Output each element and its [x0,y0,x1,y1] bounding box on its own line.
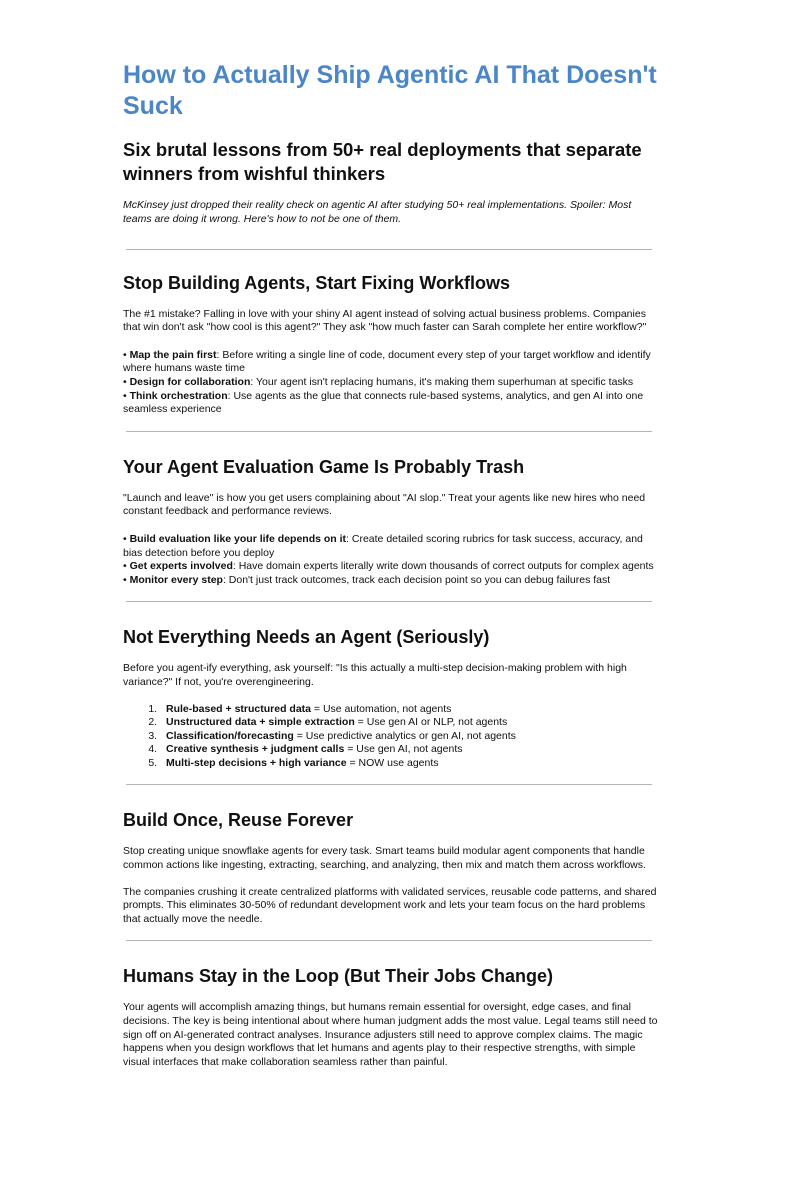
article-content [123,60,659,1069]
section-paragraph: "Launch and leave" is how you get users complaining about "AI slop." Treat your agents like new hires who need constant feedback and performance reviews. [123,491,646,518]
section-divider [126,601,652,602]
list-item: • Monitor every step: Don't just track outcomes, track each decision point so you can debug failures fast [123,573,611,586]
section-divider [126,431,652,432]
section-heading: Not Everything Needs an Agent (Seriously) [123,627,490,648]
section-paragraph: Stop creating unique snowflake agents for every task. Smart teams build modular agent components that handle common actions like ingesting, extracting, searching, and analyzing, then mix and match them across workflows. [123,845,646,872]
numbered-list [123,703,659,771]
section-paragraph: The companies crushing it create centralized platforms with validated services, reusable code patterns, and shared prompts. This eliminates 30-50% of redundant development work and lets your team focus on the hard problems that actually move the needle. [123,885,657,925]
article-subtitle: Six brutal lessons from 50+ real deployments that separate winners from wishful thinkers [123,139,642,184]
list-item: 1. Rule-based + structured data = Use automation, not agents [160,703,659,717]
section-workflows [123,272,659,417]
list-item: 3. Classification/forecasting = Use predictive analytics or gen AI, not agents [160,730,659,744]
section-paragraph: The #1 mistake? Falling in love with your shiny AI agent instead of solving actual business problems. Companies that win don't ask "how cool is this agent?" They ask "how much faster can Sarah complete her entire workflow?" [123,307,647,334]
list-item: 5. Multi-step decisions + high variance = NOW use agents [160,757,659,771]
section-reuse [123,809,659,926]
section-divider [126,940,652,941]
list-item: 2. Unstructured data + simple extraction = Use gen AI or NLP, not agents [160,716,659,730]
section-heading: Your Agent Evaluation Game Is Probably Trash [123,456,525,477]
section-humans-loop [123,965,659,1069]
section-paragraph: Before you agent-ify everything, ask yourself: "Is this actually a multi-step decision-making problem with high variance?" If not, you're overengineering. [123,662,627,688]
section-evaluation [123,456,659,588]
section-divider [126,784,652,785]
article-intro: McKinsey just dropped their reality check on agentic AI after studying 50+ real implementations. Spoiler: Most teams are doing it wrong. Here's how to not be one of them. [123,199,632,225]
bullet-list [123,349,659,417]
article-title: How to Actually Ship Agentic AI That Doesn't Suck [123,61,657,120]
list-item: • Get experts involved: Have domain experts literally write down thousands of correct outputs for complex agents [123,560,654,573]
list-item: • Design for collaboration: Your agent isn't replacing humans, it's making them superhuman at specific tasks [123,375,634,388]
section-heading: Stop Building Agents, Start Fixing Workflows [123,272,510,293]
list-item: • Map the pain first: Before writing a single line of code, document every step of your target workflow and identify where humans waste time [123,348,651,375]
section-paragraph: Your agents will accomplish amazing things, but humans remain essential for oversight, edge cases, and final decisions. The key is being intentional about where human judgment adds the most value. Legal teams still need to sign off on AI-generated contract analyses. Insurance adjusters still need to approve complex claims. The magic happens when you design workflows that let humans and agents play to their respective strengths, with simple visual interfaces that make collaboration seamless rather than painful. [123,1001,658,1068]
section-heading: Build Once, Reuse Forever [123,810,354,831]
list-item: • Think orchestration: Use agents as the glue that connects rule-based systems, analytics, and gen AI into one seamless experience [123,389,644,416]
list-item: 4. Creative synthesis + judgment calls = Use gen AI, not agents [160,743,659,757]
list-item: • Build evaluation like your life depends on it: Create detailed scoring rubrics for task success, accuracy, and bias detection before you deploy [123,532,643,559]
section-divider [126,249,652,250]
section-heading: Humans Stay in the Loop (But Their Jobs Change) [123,966,554,987]
bullet-list [123,533,659,587]
section-not-everything [123,626,659,770]
